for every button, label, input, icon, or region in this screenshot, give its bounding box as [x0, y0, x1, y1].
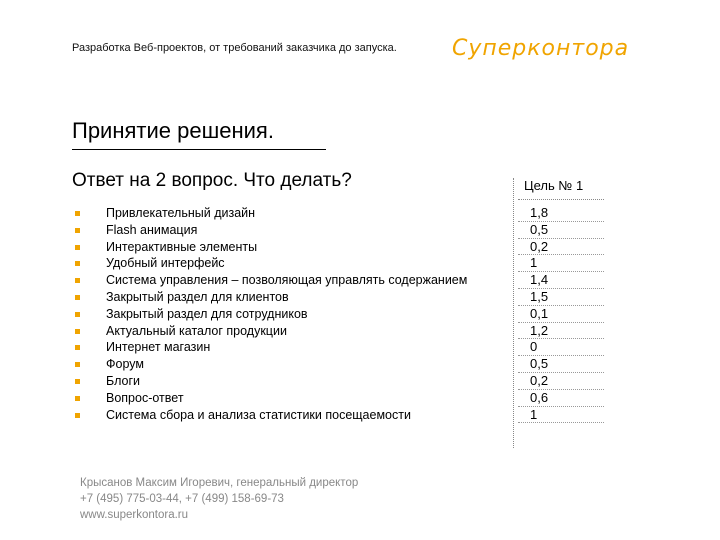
list-item-label: Система управления – позволяющая управлять содержанием	[106, 273, 468, 288]
goal-values	[518, 205, 604, 423]
list-item	[72, 306, 467, 323]
bullet-icon	[75, 278, 80, 283]
list-item-label: Закрытый раздел для сотрудников	[106, 306, 308, 321]
footer-site[interactable]: www.superkontora.ru	[80, 509, 189, 521]
goal-value: 1	[518, 407, 604, 424]
page-title: Принятие решения.	[72, 118, 274, 143]
list-item	[72, 205, 467, 222]
list-item	[72, 356, 467, 373]
list-item	[72, 239, 467, 256]
goal-value: 1,4	[518, 272, 604, 289]
goal-value: 0,5	[518, 356, 604, 373]
header-text: Разработка Веб-проектов, от требований заказчика до запуска.	[72, 42, 397, 54]
list-item	[72, 373, 467, 390]
goal-value: 1,5	[518, 289, 604, 306]
list-item	[72, 222, 467, 239]
bullet-icon	[75, 329, 80, 334]
list-item-label: Удобный интерфейс	[106, 256, 225, 271]
company-logo: Суперконтора	[452, 36, 630, 61]
list-item-label: Flash анимация	[106, 222, 198, 237]
goal-header-divider	[518, 199, 604, 200]
bullet-icon	[75, 413, 80, 418]
list-item-label: Актуальный каталог продукции	[106, 323, 287, 338]
footer	[80, 475, 358, 523]
goal-column-header: Цель № 1	[524, 178, 584, 193]
column-divider	[513, 178, 514, 448]
goal-value: 1	[518, 255, 604, 272]
goal-value: 0,1	[518, 306, 604, 323]
page-subtitle: Ответ на 2 вопрос. Что делать?	[72, 170, 352, 191]
goal-value: 1,2	[518, 323, 604, 340]
bullet-icon	[75, 295, 80, 300]
list-item-label: Интернет магазин	[106, 340, 211, 355]
bullet-icon	[75, 379, 80, 384]
bullet-icon	[75, 396, 80, 401]
list-item	[72, 323, 467, 340]
list-item-label: Форум	[106, 357, 144, 372]
list-item	[72, 390, 467, 407]
footer-phones: +7 (495) 775-03-44, +7 (499) 158-69-73	[80, 493, 284, 505]
goal-value: 0,2	[518, 239, 604, 256]
bullet-icon	[75, 345, 80, 350]
bullet-icon	[75, 312, 80, 317]
list-item-label: Закрытый раздел для клиентов	[106, 289, 289, 304]
goal-value: 1,8	[518, 205, 604, 222]
bullet-icon	[75, 245, 80, 250]
footer-name: Крысанов Максим Игоревич, генеральный директор	[80, 477, 359, 489]
goal-value: 0,2	[518, 373, 604, 390]
list-item-label: Система сбора и анализа статистики посещаемости	[106, 407, 411, 422]
list-item	[72, 255, 467, 272]
list-item	[72, 289, 467, 306]
list-item-label: Интерактивные элементы	[106, 239, 258, 254]
title-underline	[72, 149, 326, 150]
list-item	[72, 407, 467, 424]
bullet-icon	[75, 211, 80, 216]
feature-list	[72, 205, 467, 423]
bullet-icon	[75, 228, 80, 233]
bullet-icon	[75, 261, 80, 266]
goal-value: 0,5	[518, 222, 604, 239]
list-item-label: Привлекательный дизайн	[106, 206, 256, 220]
goal-value: 0,6	[518, 390, 604, 407]
list-item-label: Вопрос-ответ	[106, 390, 184, 405]
bullet-icon	[75, 362, 80, 367]
list-item	[72, 339, 467, 356]
list-item-label: Блоги	[106, 373, 140, 388]
goal-value: 0	[518, 339, 604, 356]
list-item	[72, 272, 467, 289]
